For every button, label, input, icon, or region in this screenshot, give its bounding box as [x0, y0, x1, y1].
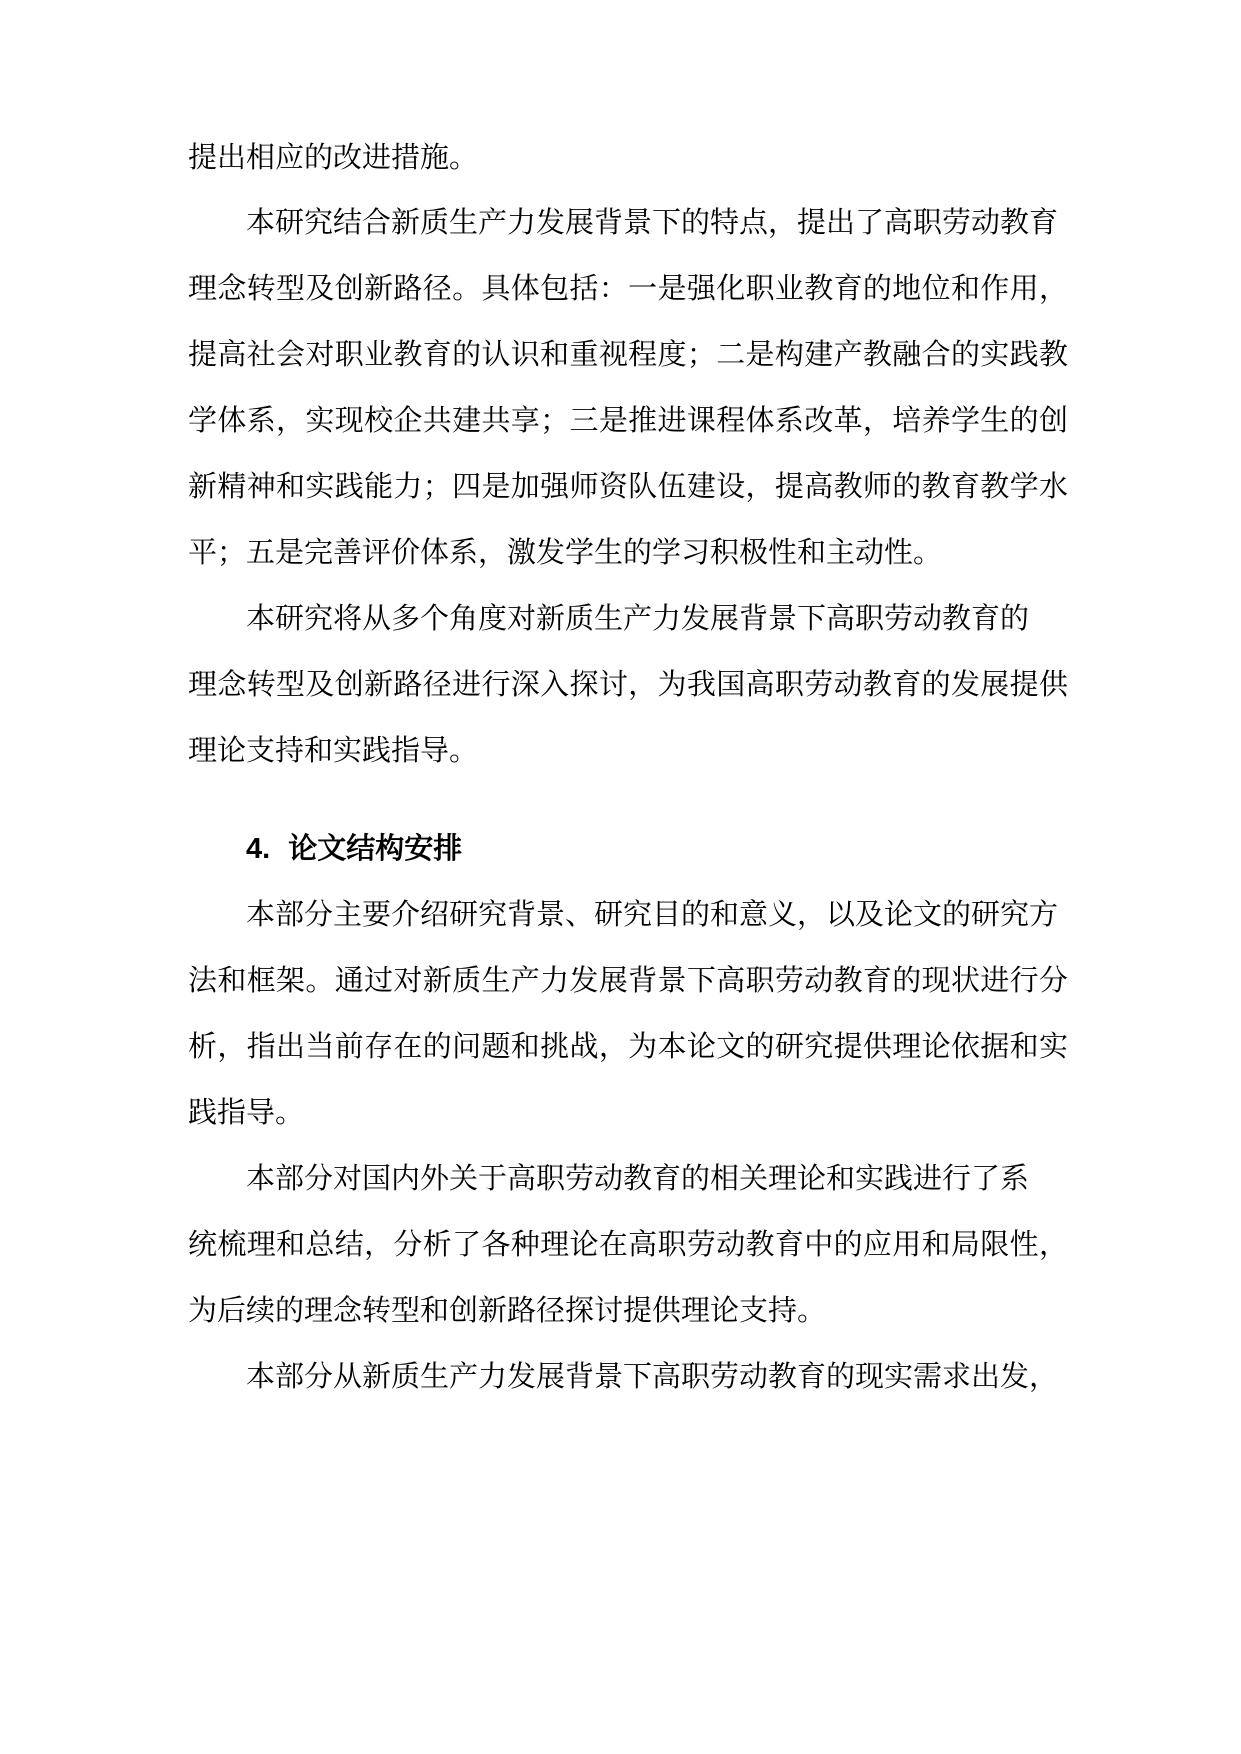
paragraph-line: 提出相应的改进措施。 — [188, 140, 479, 174]
paragraph-line: 新精神和实践能力；四是加强师资队伍建设，提高教师的教育教学水 — [188, 469, 1068, 503]
paragraph-line: 法和框架。通过对新质生产力发展背景下高职劳动教育的现状进行分 — [188, 963, 1068, 997]
paragraph-line: 理论支持和实践指导。 — [188, 733, 479, 767]
section-heading — [246, 828, 462, 869]
paragraph-line: 为后续的理念转型和创新路径探讨提供理论支持。 — [188, 1293, 827, 1327]
paragraph-line: 理念转型及创新路径进行深入探讨，为我国高职劳动教育的发展提供 — [188, 667, 1068, 701]
paragraph-line: 学体系，实现校企共建共享；三是推进课程体系改革，培养学生的创 — [188, 403, 1068, 437]
paragraph-line: 本研究结合新质生产力发展背景下的特点，提出了高职劳动教育 — [246, 205, 1059, 239]
paragraph-line: 本研究将从多个角度对新质生产力发展背景下高职劳动教育的 — [246, 601, 1030, 635]
section-title: 论文结构安排 — [288, 831, 463, 865]
paragraph-line: 析，指出当前存在的问题和挑战，为本论文的研究提供理论依据和实 — [188, 1029, 1068, 1063]
paragraph-line: 理念转型及创新路径。具体包括：一是强化职业教育的地位和作用， — [188, 271, 1068, 305]
paragraph-line: 践指导。 — [188, 1095, 305, 1129]
paragraph-line: 本部分从新质生产力发展背景下高职劳动教育的现实需求出发， — [246, 1359, 1059, 1393]
paragraph-line: 统梳理和总结，分析了各种理论在高职劳动教育中的应用和局限性， — [188, 1227, 1068, 1261]
paragraph-line: 提高社会对职业教育的认识和重视程度；二是构建产教融合的实践教 — [188, 337, 1068, 371]
paragraph-line: 本部分对国内外关于高职劳动教育的相关理论和实践进行了系 — [246, 1161, 1030, 1195]
paragraph-line: 平；五是完善评价体系，激发学生的学习积极性和主动性。 — [188, 535, 943, 569]
paragraph-line: 本部分主要介绍研究背景、研究目的和意义，以及论文的研究方 — [246, 897, 1059, 931]
section-number: 4. — [246, 833, 271, 865]
